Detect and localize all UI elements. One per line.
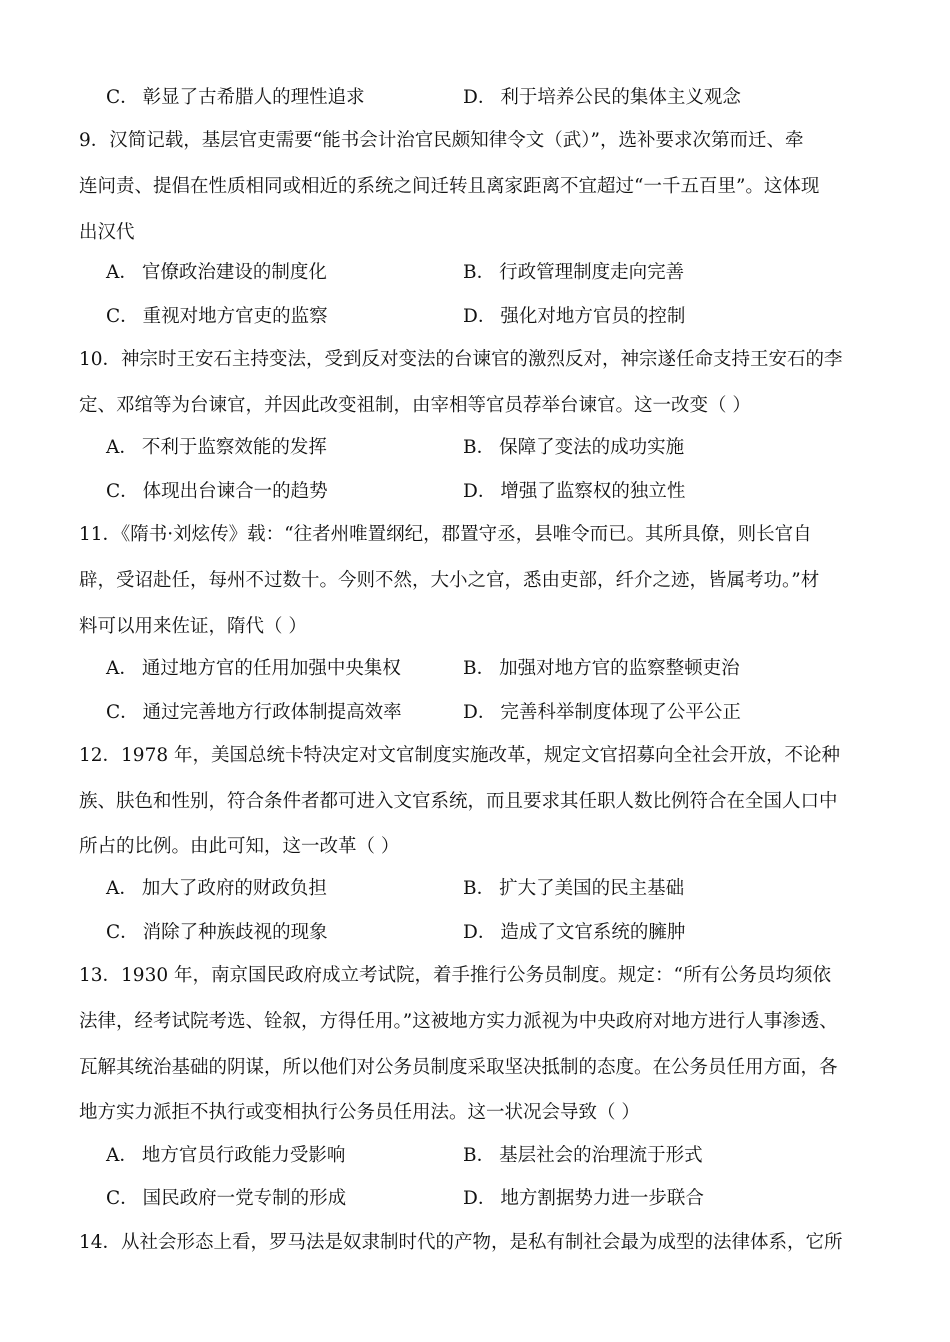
q11-stem-line: 料可以用来佐证，隋代（ ） [79,616,307,637]
q9-option-a: A． 官僚政治建设的制度化 [106,262,327,283]
q12-stem-line: 族、肤色和性别，符合条件者都可进入文官系统，而且要求其任职人数比例符合在全国人口中 [79,791,838,812]
q10-stem-line: 10．神宗时王安石主持变法，受到反对变法的台谏官的激烈反对，神宗遂任命支持王安石的李 [79,349,843,370]
q12-stem-line: 所占的比例。由此可知，这一改革（ ） [79,836,400,857]
q10-option-a: A． 不利于监察效能的发挥 [106,437,327,458]
q11-option-c: C． 通过完善地方行政体制提高效率 [106,702,402,723]
q11-option-d: D． 完善科举制度体现了公平公正 [463,702,741,723]
q13-stem-line: 法律，经考试院考选、铨叙，方得任用。”这被地方实力派视为中央政府对地方进行人事渗透、 [79,1011,838,1032]
q8-option-c: C． 彰显了古希腊人的理性追求 [106,87,365,108]
q9-option-c: C． 重视对地方官吏的监察 [106,306,328,327]
q9-option-b: B． 行政管理制度走向完善 [463,262,685,283]
q12-option-b: B． 扩大了美国的民主基础 [463,878,685,899]
q14-stem-line: 14．从社会形态上看，罗马法是奴隶制时代的产物，是私有制社会最为成型的法律体系，它所 [79,1232,843,1253]
q13-option-b: B． 基层社会的治理流于形式 [463,1145,703,1166]
q13-option-d: D． 地方割据势力进一步联合 [463,1188,704,1209]
q13-stem-line: 13．1930 年，南京国民政府成立考试院，着手推行公务员制度。规定：“所有公务员均须依 [79,965,831,986]
q10-option-d: D． 增强了监察权的独立性 [463,481,686,502]
q8-option-d: D． 利于培养公民的集体主义观念 [463,87,741,108]
q12-option-a: A． 加大了政府的财政负担 [106,878,327,899]
q11-stem-line: 辟，受诏赴任，每州不过数十。今则不然，大小之官，悉由吏部，纤介之迹，皆属考功。”材 [79,570,820,591]
q12-option-d: D． 造成了文官系统的臃肿 [463,922,686,943]
q11-option-b: B． 加强对地方官的监察整顿吏治 [463,658,740,679]
q13-option-c: C． 国民政府一党专制的形成 [106,1188,347,1209]
q11-stem-line: 11．《隋书·刘炫传》载：“往者州唯置纲纪，郡置守丞，县唯令而已。其所具僚，则长官自 [79,524,812,545]
q12-stem-line: 12．1978 年，美国总统卡特决定对文官制度实施改革，规定文官招募向全社会开放，不论种 [79,745,841,766]
q11-option-a: A． 通过地方官的任用加强中央集权 [106,658,401,679]
q13-stem-line: 瓦解其统治基础的阴谋，所以他们对公务员制度采取坚决抵制的态度。在公务员任用方面，各 [79,1057,838,1078]
q9-stem-line: 连问责、提倡在性质相同或相近的系统之间迁转且离家距离不宜超过“一千五百里”。这体现 [79,176,820,197]
q9-stem-line: 9．汉简记载，基层官吏需要“能书会计治官民颇知律令文（武）”，选补要求次第而迁、牵 [79,130,804,151]
q9-stem-line: 出汉代 [79,222,135,243]
q9-option-d: D． 强化对地方官员的控制 [463,306,686,327]
q13-option-a: A． 地方官员行政能力受影响 [106,1145,346,1166]
q10-stem-line: 定、邓绾等为台谏官，并因此改变祖制，由宰相等官员荐举台谏官。这一改变（ ） [79,395,751,416]
q10-option-c: C． 体现出台谏合一的趋势 [106,481,328,502]
q13-stem-line: 地方实力派拒不执行或变相执行公务员任用法。这一状况会导致（ ） [79,1102,640,1123]
q10-option-b: B． 保障了变法的成功实施 [463,437,685,458]
q12-option-c: C． 消除了种族歧视的现象 [106,922,328,943]
